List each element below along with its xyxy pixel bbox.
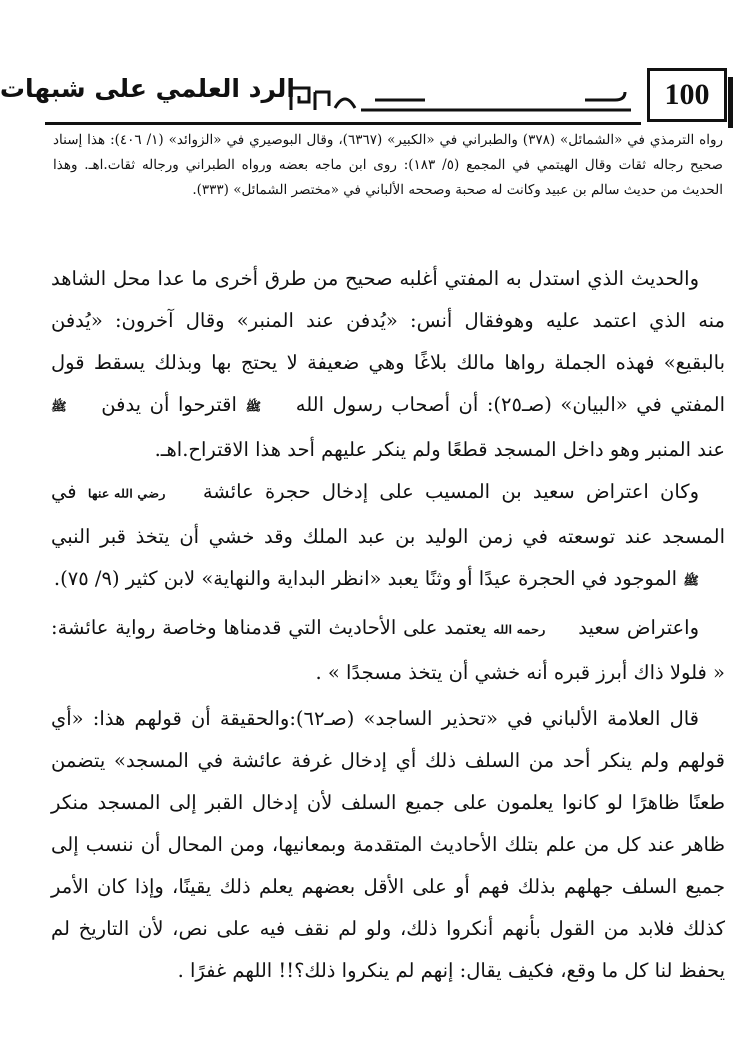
paragraph-2-part-c: الموجود في الحجرة عيدًا أو وثنًا يعبد «انظر البداية والنهاية» لابن كثير (٩/ ٧٥). [53,567,678,590]
paragraph-1-part-b: اقترحوا أن يدفن [101,393,237,416]
page-number: 100 [647,68,727,122]
paragraph-2-part-a: وكان اعتراض سعيد بن المسيب على إدخال حجرة عائشة [202,480,699,503]
footnote: رواه الترمذي في «الشمائل» (٣٧٨) والطبراني في «الكبير» (٦٣٦٧)، وقال البوصيري في «الزوائد» (١/ ٤٠٦): هذا إسناد صحيح رجاله ثقات وقال الهيتمي في المجمع (٥/ ١٨٣): روى ابن ماجه بعضه ورواه الطبراني ورجاله ثقات.اهـ. وهذا الحديث من حديث سالم بن عبيد وكانت له صحبة وصححه الألباني في «مختصر الشمائل» (٣٣٣). [53,132,723,198]
paragraph-3 [51,607,725,694]
salla-glyph: ﷺ [51,400,67,415]
paragraph-2 [51,471,725,603]
rahimahu-glyph: رحمه الله [493,623,546,638]
paragraph-1 [51,258,725,471]
header-ornament [285,82,637,116]
salla-glyph: ﷺ [683,574,699,589]
page-header [0,60,727,130]
paragraph-2-part-b: في المسجد عند توسعته في زمن الوليد بن عبد الملك وقد خشي أن يتخذ قبر النبي [51,480,725,548]
running-title: الرد العلمي على شبهات [0,74,295,103]
paragraph-3-part-a: واعتراض سعيد [578,616,699,639]
header-rule [45,122,641,125]
radi-glyph: رضي الله عنها [87,487,166,502]
salla-glyph: ﷺ [245,400,262,415]
paragraph-1-part-c: عند المنبر وهو داخل المسجد قطعًا ولم ينكر عليهم أحد هذا الاقتراح.اهـ. [154,438,725,461]
main-text [51,258,725,992]
paragraph-3-part-b: يعتمد على الأحاديث التي قدمناها وخاصة رواية عائشة: « فلولا ذاك أبرز قبره أنه خشي أن يتخذ مسجدًا » . [51,616,725,684]
paragraph-1-part-a: والحديث الذي استدل به المفتي أغلبه صحيح من طرق أخرى ما عدا محل الشاهد منه الذي اعتمد عليه وهوفقال أنس: «يُدفن عند المنبر» وقال آخرون: «يُدفن بالبقيع» فهذه الجملة رواها مالك بلاغًا وهي ضعيفة لا يحتج بها وبذلك يسقط قول المفتي في «البيان» (صـ٢٥): أن أصحاب رسول الله [51,267,725,416]
paragraph-4: قال العلامة الألباني في «تحذير الساجد» (صـ٦٢):والحقيقة أن قولهم هذا: «أي قولهم ولم ينكر أحد من السلف ذلك أي إدخال غرفة عائشة في المسجد» يتضمن طعنًا ظاهرًا لو كانوا يعلمون على جميع السلف لأن إدخال القبر إلى المسجد منكر ظاهر عند كل من علم بتلك الأحاديث المتقدمة وبمعانيها، ومن المحال أن ننسب إلى جميع السلف جهلهم بذلك فهم أو على الأقل بعضهم يعلم ذلك يقينًا، وإذا كان الأمر كذلك فلابد من القول بأنهم أنكروا ذلك، ولو لم نقف فيه على نص، لأن التاريخ لم يحفظ لنا كل ما وقع، فكيف يقال: إنهم لم ينكروا ذلك؟!! اللهم غفرًا . [51,707,725,982]
